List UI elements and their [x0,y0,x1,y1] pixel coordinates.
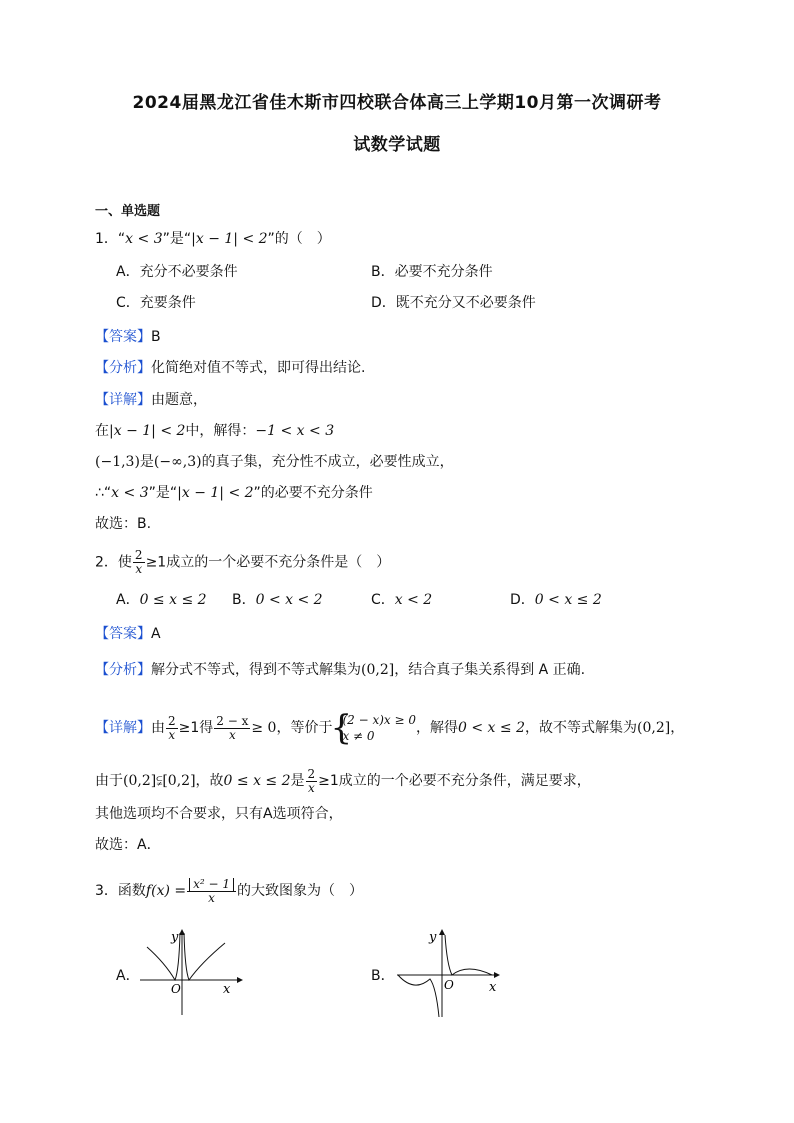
q2-detail: 【详解】由 $\frac{2}{x}$ ≥1得 $\frac{2 - x}{x}$ ≥ 0，等价于 { (2 − x)x ≥ 0 x ≠ 0 ，解得0 < x ≤ 2，故不等式解集为(0,2]， [95,708,684,748]
doc-title-line2: 试数学试题 [353,135,441,155]
graph-b-x-label: x [489,980,497,995]
q2-option-b: B．0 < x < 2 [232,592,323,608]
q2-detail-line3: 其他选项均不合要求，只有A选项符合， [95,806,343,822]
q1-option-a: A．充分不必要条件 [116,264,238,280]
q1-detail: 【详解】由题意， [95,392,207,408]
q2-option-d: D．0 < x ≤ 2 [510,592,602,608]
graph-a-x-label: x [223,982,231,997]
q3-option-b-label: B． [371,968,395,984]
equation-system: { (2 − x)x ≥ 0 x ≠ 0 [332,712,416,744]
q3-option-a-label: A． [116,968,140,984]
analysis-tag: 【分析】 [95,360,151,376]
q1-detail-line3: ∴“x < 3”是“|x − 1| < 2”的必要不充分条件 [95,485,373,501]
q2-option-a: A．0 ≤ x ≤ 2 [116,592,207,608]
q2-stem: 2．使 $\frac{2}{x}$ ≥1成立的一个必要不充分条件是（ ） [95,548,391,576]
q2-detail-line2: 由于(0,2]⫋[0,2]，故0 ≤ x ≤ 2是 $\frac{2}{x}$ ≥1成立的一个必要不充分条件，满足要求， [95,766,591,795]
q1-detail-line2: (−1,3)是(−∞,3)的真子集，充分性不成立，必要性成立， [95,454,454,470]
q3-graph-b [392,925,504,1020]
q1-answer: 【答案】B [95,329,161,345]
q3-fraction: $\frac{\text{x² − 1}}{x}$ [187,878,236,905]
q2-analysis: 【分析】解分式不等式，得到不等式解集为(0,2]，结合真子集关系得到 A 正确. [95,662,586,678]
analysis-tag: 【分析】 [95,662,151,678]
q2-option-c: C．x < 2 [371,592,433,608]
graph-a-origin: O [171,982,181,996]
q1-detail-line1: 在|x − 1| < 2中，解得：−1 < x < 3 [95,423,335,439]
graph-a-curve-right [184,933,225,980]
graph-b-y-arrow [439,929,445,935]
graph-b-origin: O [444,978,454,992]
q2-fraction: $\frac{2}{x}$ [134,548,143,576]
detail-tag: 【详解】 [95,720,151,736]
q3-stem: 3．函数f(x) = $\frac{\text{x² − 1}}{x}$ 的大致图象为（ ） [95,876,364,905]
q1-option-c: C．充要条件 [116,295,196,311]
q1-stem: 1．“x < 3”是“|x − 1| < 2”的（ ） [95,231,331,247]
q1-option-d: D．既不充分又不必要条件 [371,295,536,311]
answer-tag: 【答案】 [95,329,151,345]
doc-title-line1: 2024届黑龙江省佳木斯市四校联合体高三上学期10月第一次调研考 [132,93,662,113]
graph-b-x-arrow [494,972,500,978]
q1-option-b: B．必要不充分条件 [371,264,493,280]
answer-tag: 【答案】 [95,626,151,642]
graph-b-curve-right [445,935,492,975]
q3-graph-a [135,925,245,1017]
q1-conclusion: 故选：B. [95,516,152,532]
section-heading: 一、单选题 [95,204,161,219]
q2-answer: 【答案】A [95,626,161,642]
q1-analysis: 【分析】化简绝对值不等式，即可得出结论. [95,360,366,376]
detail-tag: 【详解】 [95,392,151,408]
graph-b-y-label: y [429,930,437,945]
graph-a-y-label: y [171,930,179,945]
graph-a-x-arrow [237,977,243,983]
graph-b-curve-left [398,975,439,1017]
q2-conclusion: 故选：A． [95,837,161,853]
